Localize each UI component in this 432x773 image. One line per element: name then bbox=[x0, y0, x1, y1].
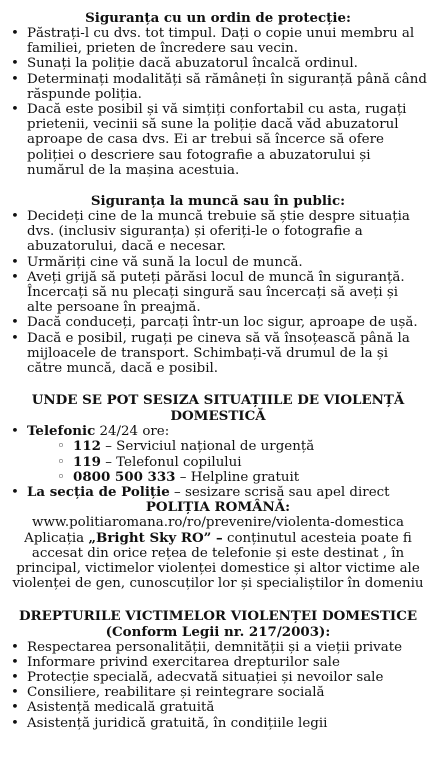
list-item: • Sunați la poliție dacă abuzatorul încalcă ordinul. bbox=[9, 56, 427, 71]
list-item: • Informare privind exercitarea drepturilor sale bbox=[9, 655, 427, 670]
protection-order-list bbox=[9, 26, 427, 178]
report-list bbox=[9, 424, 427, 500]
list-item: • Decideți cine de la muncă trebuie să știe despre situația dvs. (inclusiv siguranța) și oferiți-le o fotografie a abuzatorului, dacă e necesar. bbox=[9, 209, 427, 255]
list-item: • Dacă e posibil, rugați pe cineva să vă însoțească până la mijloacele de transport. Schimbați-vă drumul de la și către muncă, dacă e posibil. bbox=[9, 331, 427, 377]
list-item: • Dacă este posibil și vă simțiți confortabil cu asta, rugați prietenii, vecinii să sune la poliție dacă văd abuzatorul aproape de casa dvs. Ei ar trebui să încerce să ofere poliției o descriere sau fotografie a abuzatorului și numărul de la mașina acestuia. bbox=[9, 102, 427, 178]
work-public-list bbox=[9, 209, 427, 376]
phone-number-item bbox=[55, 470, 427, 485]
section-rights-subtitle: (Conform Legii nr. 217/2003): bbox=[105, 623, 331, 640]
police-label: La secția de Poliție bbox=[27, 484, 170, 501]
list-item: • Urmăriți cine vă sună la locul de muncă. bbox=[9, 255, 427, 270]
police-heading: POLIȚIA ROMÂNĂ: bbox=[145, 499, 291, 516]
app-name: „Bright Sky RO” – bbox=[88, 529, 223, 546]
phone-desc: – Telefonul copilului bbox=[100, 454, 242, 470]
phone-label: Telefonic bbox=[27, 423, 96, 440]
spacer bbox=[9, 592, 427, 608]
section-report-title: UNDE SE POT SESIZA SITUAȚIILE DE VIOLENȚĂ DOMESTICĂ bbox=[31, 392, 405, 425]
phone-number: 119 bbox=[73, 453, 101, 470]
police-item bbox=[9, 485, 427, 500]
list-item: • Aveți grijă să puteți părăsi locul de muncă în siguranță. Încercați să nu plecați singură sau încercați să aveți și alte persoane în preajmă. bbox=[9, 270, 427, 316]
list-item: • Determinați modalități să rămâneți în siguranță până când răspunde poliția. bbox=[9, 72, 427, 102]
app-prefix: Aplicația bbox=[24, 530, 89, 546]
phone-desc: – Serviciul național de urgență bbox=[100, 439, 315, 455]
phone-number: 0800 500 333 bbox=[73, 468, 176, 485]
phone-desc: – Helpline gratuit bbox=[175, 469, 300, 485]
phone-item bbox=[9, 424, 427, 485]
section-protection-order-title: Siguranța cu un ordin de protecție: bbox=[85, 10, 351, 26]
list-item: • Păstrați-l cu dvs. tot timpul. Dați o copie unui membru al familiei, prieten de încredere sau vecin. bbox=[9, 26, 427, 56]
section-work-public-title: Siguranța la muncă sau în public: bbox=[90, 193, 346, 210]
app-description bbox=[9, 531, 427, 592]
spacer bbox=[9, 178, 427, 193]
list-item: • Protecție specială, adecvată situației și nevoilor sale bbox=[9, 670, 427, 685]
list-item: • Asistență juridică gratuită, în condițiile legii bbox=[9, 716, 427, 731]
phone-hours: 24/24 ore: bbox=[95, 424, 170, 440]
list-item: • Consiliere, reabilitare și reintegrare socială bbox=[9, 685, 427, 700]
police-desc: – sesizare scrisă sau apel direct bbox=[169, 485, 390, 501]
list-item: • Dacă conduceți, parcați într-un loc sigur, aproape de ușă. bbox=[9, 315, 427, 330]
phone-number-item bbox=[55, 455, 427, 470]
app-text: conținutul acesteia poate fi accesat din orice rețea de telefonie și este destinat , în principal, victimelor violenței domestice și altor victime ale violenței de gen, cunoscuților lor și specialiștilor în domeniu bbox=[12, 530, 424, 592]
list-item: • Respectarea personalității, demnității și a vieții private bbox=[9, 640, 427, 655]
phone-number-item bbox=[55, 439, 427, 454]
phone-numbers-list bbox=[27, 439, 427, 485]
police-url: www.politiaromana.ro/ro/prevenire/violenta-domestica bbox=[32, 515, 404, 531]
section-rights-title: DREPTURILE VICTIMELOR VIOLENȚEI DOMESTICE bbox=[18, 607, 418, 624]
spacer bbox=[9, 376, 427, 392]
list-item: • Asistență medicală gratuită bbox=[9, 700, 427, 715]
rights-list bbox=[9, 640, 427, 731]
phone-number: 112 bbox=[73, 438, 101, 455]
